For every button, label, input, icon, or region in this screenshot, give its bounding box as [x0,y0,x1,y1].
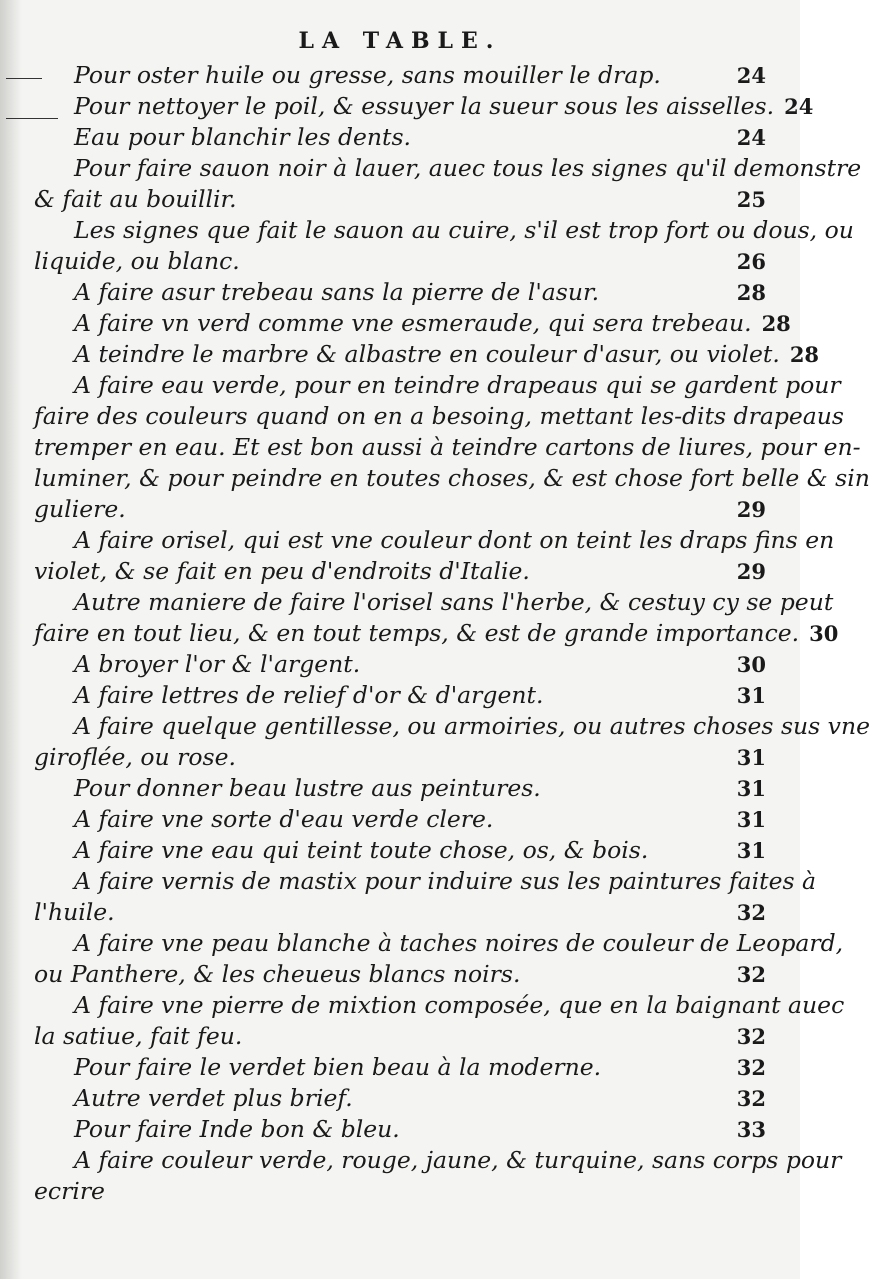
toc-entry-text: liquide, ou blanc. [34,247,240,275]
toc-entry [34,680,766,711]
toc-page-number: 25 [736,187,766,212]
toc-entry [34,91,814,122]
toc-entry-line [34,463,870,494]
toc-entry [34,587,839,649]
toc-page-number: 32 [736,1024,766,1049]
toc-entry-text: tremper en eau. Et est bon aussi à teindre cartons de liures, pour en- [34,433,861,461]
toc-page-number: 33 [736,1117,766,1142]
toc-page-number: 31 [736,807,766,832]
toc-entry-text: Autre maniere de faire l'orisel sans l'herbe, & cestuy cy se peut [74,588,834,616]
toc-entry-text: Pour faire le verdet bien beau à la moderne. [74,1053,602,1081]
toc-page-number: 28 [761,311,791,336]
toc-entry [34,308,791,339]
toc-entry-text: A teindre le marbre & albastre en couleur d'asur, ou violet. [74,340,780,368]
toc-entry-text: guliere. [34,495,126,523]
toc-page-number: 29 [736,497,766,522]
toc-entry-text: ou Panthere, & les cheueus blancs noirs. [34,960,521,988]
toc-page-number: 28 [789,342,820,367]
toc-entry-text: Pour nettoyer le poil, & essuyer la sueur sous les aisselles. [74,92,775,120]
toc-entry-line [34,60,766,91]
toc-entry [34,122,766,153]
toc-entry-text: A faire vne eau qui teint toute chose, os, & bois. [74,836,649,864]
toc-page-number: 24 [736,63,766,88]
toc-entry-line [34,618,839,649]
toc-entry-text: & fait au bouillir. [34,185,237,213]
toc-entry [34,339,820,370]
toc-entry-text: Pour oster huile ou gresse, sans mouiller le drap. [74,61,661,89]
toc-page-number: 31 [736,745,766,770]
toc-entry [34,866,817,928]
toc-entry [34,60,766,91]
toc-entry [34,525,835,587]
toc-page-number: 30 [809,621,839,646]
toc-entry-line [34,1145,842,1176]
toc-entry [34,1145,842,1207]
toc-entry [34,153,862,215]
toc-entry [34,804,766,835]
toc-entry-line [34,1021,766,1052]
toc-entry-text: A faire vn verd comme vne esmeraude, qui sera trebeau. [74,309,752,337]
toc-entry-text: giroflée, ou rose. [34,743,236,771]
toc-entry-text: A faire vernis de mastix pour induire sus les paintures faites à [74,867,817,895]
toc-entry [34,649,766,680]
toc-entry [34,215,854,277]
toc-entry-text: A faire lettres de relief d'or & d'argent. [74,681,544,709]
toc-entry-line [34,153,862,184]
toc-entry-line [34,928,844,959]
toc-entry-line [34,866,817,897]
toc-entry-text: violet, & se fait en peu d'endroits d'Italie. [34,557,530,585]
toc-entry-line [34,308,791,339]
toc-entry-text: l'huile. [34,898,115,926]
toc-entry [34,1083,766,1114]
toc-page-number: 26 [736,249,766,274]
toc-entry-line [34,277,766,308]
toc-entry-line [34,494,766,525]
toc-entry-text: Pour faire sauon noir à lauer, auec tous les signes qu'il demonstre [74,154,862,182]
toc-page-number: 31 [736,776,766,801]
toc-entry-line [34,1083,766,1114]
toc-entry [34,990,845,1052]
toc-entry [34,773,766,804]
toc-entry-line [34,184,766,215]
toc-entry [34,1052,766,1083]
toc-page-number: 32 [736,900,766,925]
toc-entry-text: A faire asur trebeau sans la pierre de l'asur. [74,278,600,306]
toc-entry-line [34,215,854,246]
toc-page-number: 30 [736,652,766,677]
toc-entry-text: faire en tout lieu, & en tout temps, & est de grande importance. [34,619,800,647]
toc-entry-line [34,1176,766,1207]
toc-entry-text: A faire couleur verde, rouge, jaune, & turquine, sans corps pour [74,1146,842,1174]
toc-page-number: 32 [736,1055,766,1080]
toc-page-number: 29 [736,559,766,584]
toc-page-number: 31 [736,838,766,863]
toc-entry-line [34,835,766,866]
toc-entry-line [34,680,766,711]
toc-entry-text: Eau pour blanchir les dents. [74,123,412,151]
toc-entry-text: A faire quelque gentillesse, ou armoiries, ou autres choses sus vne [74,712,870,740]
toc-entry [34,711,870,773]
toc-entry-line [34,401,844,432]
toc-entry-line [34,742,766,773]
toc-entry-text: Pour faire Inde bon & bleu. [74,1115,400,1143]
toc-entry-line [34,556,766,587]
toc-page-number: 31 [736,683,766,708]
page-spine-shadow [0,0,22,1279]
page-header: LA TABLE. [298,28,502,54]
toc-entry-text: A faire vne sorte d'eau verde clere. [74,805,494,833]
toc-entry-text: A faire orisel, qui est vne couleur dont on teint les draps fins en [74,526,835,554]
toc-page-number: 24 [736,125,766,150]
toc-entry-line [34,370,841,401]
toc-entry [34,835,766,866]
toc-entry-line [34,959,766,990]
toc-entry-line [34,339,820,370]
toc-entry-text: luminer, & pour peindre en toutes choses, & est chose fort belle & sin [34,464,870,492]
toc-entry-text: ecrire [34,1177,105,1205]
toc-entry-text: la satiue, fait feu. [34,1022,243,1050]
toc-entry-text: A faire eau verde, pour en teindre drapeaus qui se gardent pour [74,371,841,399]
toc-entry-line [34,525,835,556]
toc-entry-text: Les signes que fait le sauon au cuire, s'il est trop fort ou dous, ou [74,216,854,244]
toc-entry-line [34,1052,766,1083]
toc-page-number: 24 [784,94,814,119]
toc-entry-text: A broyer l'or & l'argent. [74,650,361,678]
toc-entry-text: Autre verdet plus brief. [74,1084,353,1112]
toc-page-number: 32 [736,962,766,987]
toc-page-number: 32 [736,1086,766,1111]
toc-entry [34,370,870,525]
toc-page-number: 28 [736,280,766,305]
toc-entry-line [34,711,870,742]
toc-entry-line [34,804,766,835]
toc-entry-line [34,246,766,277]
toc-entry-text: Pour donner beau lustre aus peintures. [74,774,541,802]
toc-entry [34,1114,766,1145]
toc-entry-line [34,122,766,153]
toc-entry-text: A faire vne pierre de mixtion composée, que en la baignant auec [74,991,845,1019]
toc-entry-line [34,990,845,1021]
toc-entry-text: faire des couleurs quand on en a besoing, mettant les-dits drapeaus [34,402,844,430]
toc-entry-line [34,1114,766,1145]
toc-entry [34,277,766,308]
toc-entry-line [34,432,861,463]
toc-entry-line [34,587,834,618]
toc-entry-line [34,773,766,804]
table-of-contents-entries [34,60,870,1207]
toc-entry-line [34,897,766,928]
toc-entry-text: A faire vne peau blanche à taches noires de couleur de Leopard, [74,929,844,957]
toc-entry-line [34,649,766,680]
toc-entry-line [34,91,814,122]
toc-entry [34,928,844,990]
